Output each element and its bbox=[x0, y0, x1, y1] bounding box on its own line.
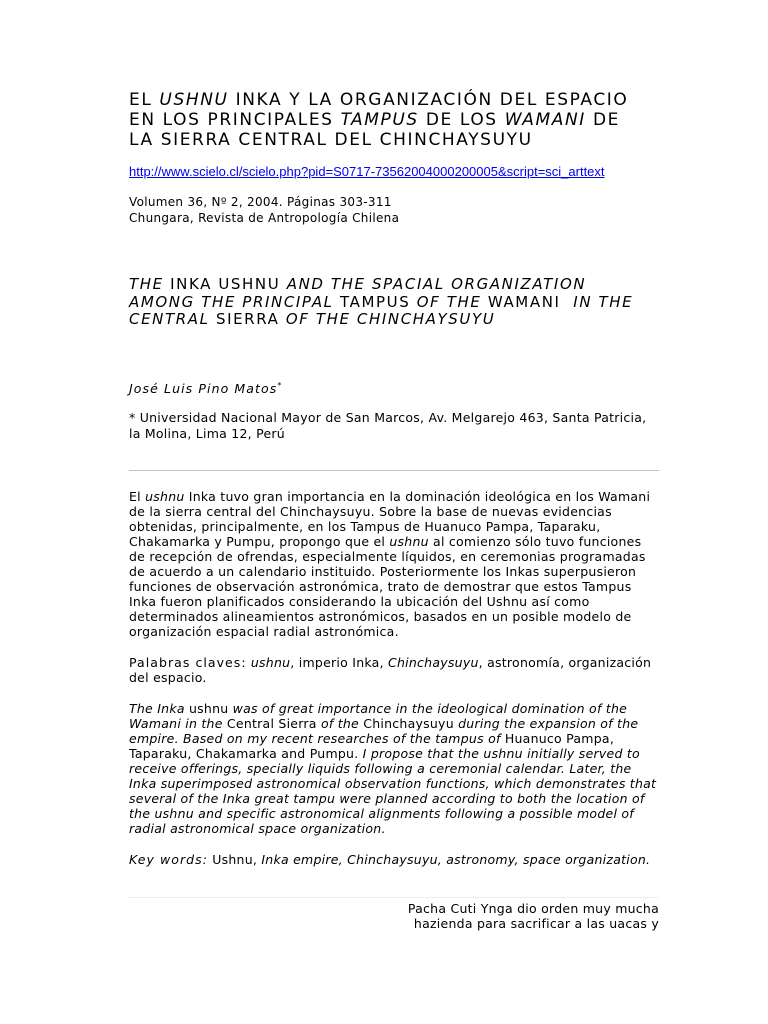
abstract-text: Huanuco Pampa, bbox=[500, 731, 615, 746]
abstract-text: Central Sierra bbox=[222, 716, 321, 731]
abstract-line bbox=[129, 731, 656, 746]
keywords-label: Palabras claves: bbox=[129, 655, 247, 670]
keyword-emphasis: Inka empire, Chinchaysuyu, astronomy, space organization. bbox=[257, 852, 651, 867]
title-text: INKA Y LA ORGANIZACIÓN DEL ESPACIO bbox=[228, 90, 629, 110]
title-emphasis: WAMANI bbox=[504, 110, 586, 130]
english-title-emphasis: AMONG THE PRINCIPAL bbox=[129, 292, 334, 311]
keywords-line: del espacio. bbox=[129, 670, 207, 685]
abstract-line: determinados alineamientos astronómicos, basados en un posible modelo de bbox=[129, 609, 632, 624]
abstract-english bbox=[129, 701, 656, 836]
keyword-text: , imperio Inka, bbox=[290, 655, 388, 670]
title-line bbox=[129, 130, 628, 150]
epigraph bbox=[408, 901, 659, 931]
section-divider bbox=[129, 470, 659, 471]
keywords-english bbox=[129, 852, 650, 867]
abstract-line: de acuerdo a un calendario instituido. Posteriormente los Inkas superpusieron bbox=[129, 564, 637, 579]
title-text: EL bbox=[129, 90, 160, 110]
abstract-line bbox=[129, 761, 656, 776]
abstract-text: El bbox=[129, 489, 146, 504]
abstract-emphasis: The Inka bbox=[129, 701, 185, 716]
english-title-line bbox=[129, 311, 633, 329]
english-title-emphasis: CENTRAL bbox=[129, 310, 210, 328]
english-title-text: WAMANI bbox=[481, 292, 567, 311]
affiliation-line: la Molina, Lima 12, Perú bbox=[129, 426, 285, 441]
source-link-row bbox=[129, 164, 605, 180]
abstract-emphasis: during the expansion of the bbox=[458, 716, 639, 731]
abstract-emphasis: empire. Based on my recent researches of the tampus of bbox=[129, 731, 501, 746]
title-emphasis: TAMPUS bbox=[340, 110, 419, 130]
section-divider bbox=[129, 897, 659, 898]
abstract-line: Inka fueron planificados considerando la ubicación del Ushnu así como bbox=[129, 594, 590, 609]
abstract-emphasis: receive offerings, specially liquids following a ceremonial calendar. Later, the bbox=[129, 761, 632, 776]
title-emphasis: USHNU bbox=[159, 90, 229, 110]
abstract-text: al comienzo sólo tuvo funciones bbox=[428, 534, 642, 549]
english-title-line bbox=[129, 276, 633, 294]
author-line bbox=[129, 378, 281, 397]
epigraph-line: hazienda para sacrificar a las uacas y bbox=[413, 916, 659, 931]
abstract-text: Taparaku, Chakamarka and Pumpu. bbox=[129, 746, 363, 761]
english-title-line bbox=[129, 294, 633, 312]
affiliation-line: * Universidad Nacional Mayor de San Marcos, Av. Melgarejo 463, Santa Patricia, bbox=[129, 410, 647, 425]
abstract-emphasis: of the bbox=[320, 716, 359, 731]
source-link-line bbox=[129, 164, 605, 180]
keyword-emphasis: Chinchaysuyu bbox=[388, 655, 479, 670]
abstract-text: Inka tuvo gran importancia en la dominación ideológica en los Wamani bbox=[184, 489, 651, 504]
abstract-emphasis: ushnu bbox=[389, 534, 429, 549]
title-line bbox=[129, 110, 628, 130]
abstract-line: funciones de observación astronómica, trato de demostrar que estos Tampus bbox=[129, 579, 632, 594]
source-link[interactable]: http://www.scielo.cl/scielo.php?pid=S0717-73562004000200005&script=sci_arttext bbox=[129, 164, 605, 179]
abstract-line bbox=[129, 534, 650, 549]
abstract-emphasis: Wamani in the bbox=[129, 716, 223, 731]
abstract-text: Chakamarka y Pumpu, propongo que el bbox=[129, 534, 390, 549]
title-text: LA SIERRA CENTRAL DEL CHINCHAYSUYU bbox=[129, 130, 533, 150]
citation bbox=[129, 194, 399, 226]
title-text: EN LOS PRINCIPALES bbox=[129, 110, 341, 130]
abstract-emphasis: several of the Inka great tampu were planned according to both the location of bbox=[129, 791, 645, 806]
author-note-marker: * bbox=[277, 381, 282, 390]
keywords-line bbox=[129, 852, 650, 867]
abstract-line bbox=[129, 791, 656, 806]
abstract-line bbox=[129, 489, 650, 504]
keywords-label: Key words: bbox=[129, 852, 208, 867]
abstract-line: de la sierra central del Chinchaysuyu. Sobre la base de nuevas evidencias bbox=[129, 504, 612, 519]
citation-journal: Chungara, Revista de Antropología Chilena bbox=[129, 211, 400, 225]
abstract-line bbox=[129, 806, 656, 821]
keywords-line bbox=[129, 655, 651, 670]
author-name: José Luis Pino Matos bbox=[129, 381, 278, 396]
abstract-line bbox=[129, 716, 656, 731]
english-title-text: SIERRA bbox=[209, 310, 286, 328]
abstract-emphasis: I propose that the ushnu initially served to bbox=[362, 746, 640, 761]
abstract-emphasis: Inka superimposed astronomical observation functions, which demonstrates that bbox=[129, 776, 657, 791]
keywords-spanish bbox=[129, 655, 651, 685]
english-title-text: INKA USHNU bbox=[163, 275, 287, 293]
keyword-emphasis: ushnu bbox=[246, 655, 291, 670]
english-title-emphasis: AND THE SPACIAL ORGANIZATION bbox=[286, 275, 587, 293]
abstract-line: de recepción de ofrendas, especialmente líquidos, en ceremonias programadas bbox=[129, 549, 646, 564]
abstract-line bbox=[129, 776, 656, 791]
epigraph-line: Pacha Cuti Ynga dio orden muy mucha bbox=[407, 901, 659, 916]
abstract-text: ushnu bbox=[184, 701, 233, 716]
abstract-spanish bbox=[129, 489, 650, 639]
abstract-line bbox=[129, 821, 656, 836]
abstract-emphasis: radial astronomical space organization. bbox=[129, 821, 386, 836]
english-title-emphasis: OF THE CHINCHAYSUYU bbox=[285, 310, 496, 328]
english-title-emphasis: THE bbox=[129, 275, 164, 293]
abstract-text: Chinchaysuyu bbox=[359, 716, 459, 731]
keyword-text: Ushnu, bbox=[207, 852, 258, 867]
english-title-emphasis: OF THE bbox=[416, 292, 482, 311]
english-title-text: TAMPUS bbox=[333, 292, 417, 311]
english-title-emphasis: IN THE bbox=[566, 292, 634, 311]
abstract-emphasis: ushnu bbox=[145, 489, 185, 504]
abstract-line: obtenidas, principalmente, en los Tampus de Huanuco Pampa, Taparaku, bbox=[129, 519, 601, 534]
author-affiliation bbox=[129, 410, 646, 442]
abstract-line bbox=[129, 701, 656, 716]
author bbox=[129, 378, 281, 397]
title-line bbox=[129, 90, 628, 110]
abstract-line: organización espacial radial astronómica. bbox=[129, 624, 399, 639]
english-title bbox=[129, 276, 633, 329]
citation-issue: Volumen 36, Nº 2, 2004. Páginas 303-311 bbox=[129, 195, 392, 209]
keyword-text: , astronomía, organización bbox=[478, 655, 652, 670]
title-text: DE bbox=[585, 110, 620, 130]
title-text: DE LOS bbox=[418, 110, 505, 130]
abstract-emphasis: the ushnu and specific astronomical alignments following a possible model of bbox=[129, 806, 634, 821]
spanish-title bbox=[129, 90, 628, 150]
abstract-line bbox=[129, 746, 656, 761]
abstract-emphasis: was of great importance in the ideological domination of the bbox=[232, 701, 628, 716]
